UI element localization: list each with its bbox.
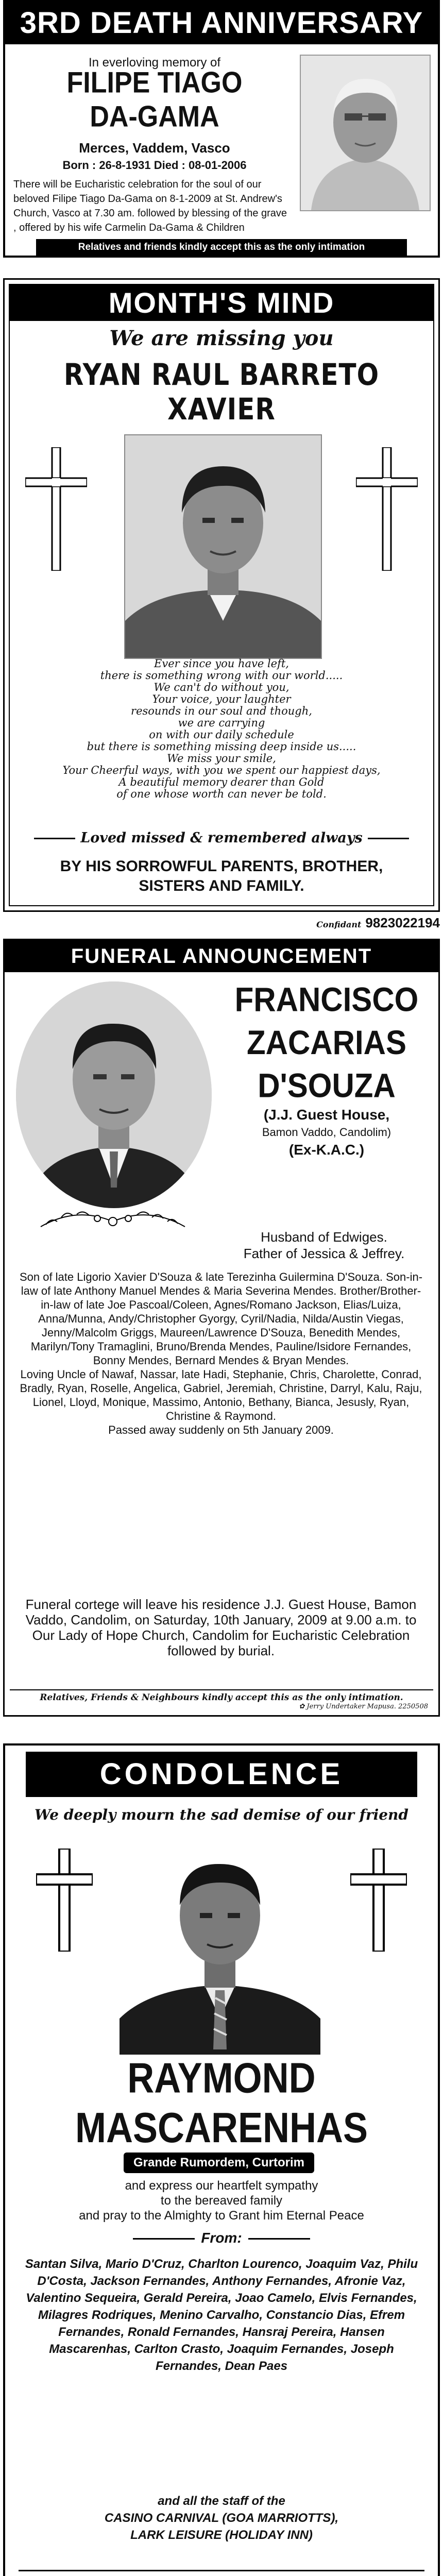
husband-of: Husband of Edwiges. — [261, 1229, 387, 1245]
months-mind-banner: MONTH'S MIND — [10, 285, 433, 321]
cross-icon — [36, 1849, 93, 1954]
mourn-heading: We deeply mourn the sad demise of our friend — [35, 1806, 408, 1823]
eucharistic-details: There will be Eucharistic celebration for the soul of our beloved Filipe Tiago Da-Gama on 8-1-2009 at St. Andrew's Church, Vasco at 7.30 am. followed by blessing of the grave , offered by his wife Carmelin Da-Gama & Children — [13, 179, 287, 233]
family-signature — [10, 857, 433, 896]
staff-line3: LARK LEISURE (HOLIDAY INN) — [130, 2528, 313, 2542]
intimation-footer: Relatives and friends kindly accept this as the only intimation — [36, 239, 407, 256]
deceased-place-badge: Grande Rumordem, Curtorim — [124, 2153, 314, 2173]
cross-icon — [25, 447, 87, 573]
staff-line2: CASINO CARNIVAL (GOA MARRIOTTS), — [104, 2511, 339, 2525]
deceased-name — [21, 66, 288, 134]
deceased-name — [216, 978, 437, 1108]
deceased-name-line2: MASCARENHAS — [75, 2104, 368, 2152]
sponsor-phone: 9823022194 — [365, 915, 440, 930]
memorial-poem — [10, 658, 433, 800]
rest-in-peace-line — [19, 2570, 424, 2576]
relatives-list — [15, 1270, 427, 1437]
deceased-photo — [300, 55, 431, 211]
funeral-cortege-details: Funeral cortege will leave his residence J.J. Guest House, Bamon Vaddo, Candolim, on Saturday, 10th January, 2009 at 9.00 a.m. to Our Lady of Hope Church, Candolim for Eucharistic Celebration followed by burial. — [25, 1597, 417, 1658]
sponsor-credit — [3, 915, 440, 931]
deceased-name-line1: RAYMOND — [127, 2054, 316, 2102]
in-memory-line: In everloving memory of — [88, 56, 221, 70]
poem-line: of one whose worth can never be told. — [116, 788, 327, 800]
poem-line: We miss your smile, — [167, 752, 276, 765]
months-mind-notice — [3, 278, 440, 912]
deceased-name-line3: D'SOUZA — [258, 1066, 396, 1105]
intimation-footer: Relatives, Friends & Neighbours kindly accept this as the only intimation. — [10, 1689, 433, 1703]
sponsor-label: Confidant — [316, 920, 362, 929]
months-mind-frame — [9, 284, 434, 906]
poem-line: Your Cheerful ways, with you we spent our happiest days, — [62, 764, 381, 776]
loved-missed-text: Loved missed & remembered always — [80, 830, 363, 846]
undertaker-text: Jerry Undertaker Mapusa. 2250508 — [306, 1703, 428, 1710]
loved-missed-line — [15, 830, 428, 846]
deceased-name-line1: FILIPE TIAGO — [66, 66, 243, 99]
former-affiliation: (Ex-K.A.C.) — [288, 1142, 365, 1158]
deceased-photo — [120, 1843, 320, 2055]
sympathy-line: to the bereaved family — [160, 2194, 283, 2208]
family-signature-line2: SISTERS AND FAMILY. — [139, 877, 304, 894]
condolence-notice — [3, 1743, 440, 2576]
poem-line: A beautiful memory dearer than Gold — [118, 776, 325, 788]
death-anniversary-notice — [3, 0, 440, 258]
cross-icon — [356, 447, 418, 573]
deceased-photo — [124, 434, 322, 659]
sympathy-line: and pray to the Almighty to Grant him Eternal Peace — [79, 2209, 364, 2223]
father-of: Father of Jessica & Jeffrey. — [243, 1246, 405, 1261]
deceased-name: RYAN RAUL BARRETO XAVIER — [63, 358, 380, 427]
deceased-name — [5, 2053, 438, 2153]
family-signature-line1: BY HIS SORROWFUL PARENTS, BROTHER, — [60, 858, 383, 875]
residence-details — [216, 1105, 437, 1160]
nephews-nieces-paragraph: Loving Uncle of Nawaf, Nassar, late Hadi, Stephanie, Chris, Charolette, Conrad, Bradly, Ryan, Roselle, Angelica, Gabriel, Jeremiah, Christine, Darryl, Kalu, Raju, Lionel, Lloyd, Monique, Massimo, Antonio, Bethany, Bianca, Jesusly, Ryan, Christine & Raymond. — [20, 1368, 422, 1422]
deceased-name-line2: ZACARIAS — [247, 1023, 406, 1062]
poem-line: resounds in our soul and though, — [131, 705, 312, 717]
residence-locality: Bamon Vaddo, Candolim) — [262, 1126, 391, 1139]
deceased-name-line1: FRANCISCO — [234, 980, 419, 1019]
deceased-name-line2: DA-GAMA — [90, 100, 219, 133]
divider — [248, 2238, 310, 2240]
staff-signature — [19, 2493, 424, 2544]
birth-death-dates: Born : 26-8-1931 Died : 08-01-2006 — [62, 159, 247, 172]
divider — [133, 2238, 195, 2240]
staff-line1: and all the staff of the — [158, 2494, 285, 2508]
deceased-photo — [16, 981, 212, 1208]
missing-you-heading: We are missing you — [109, 326, 334, 350]
sympathy-message — [5, 2178, 438, 2223]
poem-line: but there is something missing deep inside us..... — [87, 740, 356, 753]
passed-away-line: Passed away suddenly on 5th January 2009. — [108, 1423, 334, 1436]
deceased-place: Merces, Vaddem, Vasco — [79, 140, 230, 156]
funeral-banner: FUNERAL ANNOUNCEMENT — [5, 940, 438, 972]
residence-name: (J.J. Guest House, — [263, 1107, 390, 1123]
poem-line: on with our daily schedule — [149, 728, 294, 741]
poem-line: We can't do without you, — [154, 681, 289, 693]
poem-line: Ever since you have left, — [154, 657, 289, 670]
divider — [34, 838, 75, 839]
floral-ornament — [36, 1206, 190, 1240]
from-label: From: — [201, 2230, 242, 2246]
condolence-senders: Santan Silva, Mario D'Cruz, Charlton Lourenco, Joaquim Vaz, Philu D'Costa, Jackson Fernandes, Anthony Fernandes, Afronie Vaz, Valentino Sequeira, Gerald Pereira, Joao Camelo, Elvis Fernandes, Milagres Rodriques, Menino Carvalho, Constancio Dias, Efrem Fernandes, Ronald Fernandes, Hansraj Pereira, Hansen Mascarenhas, Carlton Crasto, Joaquim Fernandes, Joseph Fernandes, Dean Paes — [25, 2257, 418, 2373]
spouse-children — [211, 1229, 437, 1262]
poem-line: we are carrying — [178, 717, 265, 729]
from-heading — [5, 2230, 438, 2246]
anniversary-banner: 3RD DEATH ANNIVERSARY — [5, 2, 438, 44]
poem-line: there is something wrong with our world..... — [100, 669, 343, 682]
condolence-banner: CONDOLENCE — [26, 1752, 417, 1797]
funeral-announcement-notice — [3, 939, 440, 1717]
poem-line: Your voice, your laughter — [152, 693, 291, 705]
divider — [368, 838, 409, 839]
undertaker-credit: ✿ Jerry Undertaker Mapusa. 2250508 — [299, 1703, 428, 1710]
cross-icon — [350, 1849, 407, 1954]
relatives-paragraph: Son of late Ligorio Xavier D'Souza & late Terezinha Guilermina D'Souza. Son-in-law of late Anthony Manuel Mendes & Maria Severina Mendes. Brother/Brother-in-law of late Joe Pascoal/Coleen, Agnes/Romano Jackson, Elias/Luiza, Anna/Munna, Andy/Christopher Gyorgy, Cyril/Nadia, Nilda/Austin Viegas, Jenny/Malcolm Griggs, Maureen/Lawrence D'Souza, Benedith Mendes, Marilyn/Tony Tramaglini, Bruno/Brenda Mendes, Pauline/Isidore Fernandes, Bonny Mendes, Bernard Mendes & Bryan Mendes. — [19, 1270, 423, 1367]
sympathy-line: and express our heartfelt sympathy — [125, 2179, 318, 2193]
